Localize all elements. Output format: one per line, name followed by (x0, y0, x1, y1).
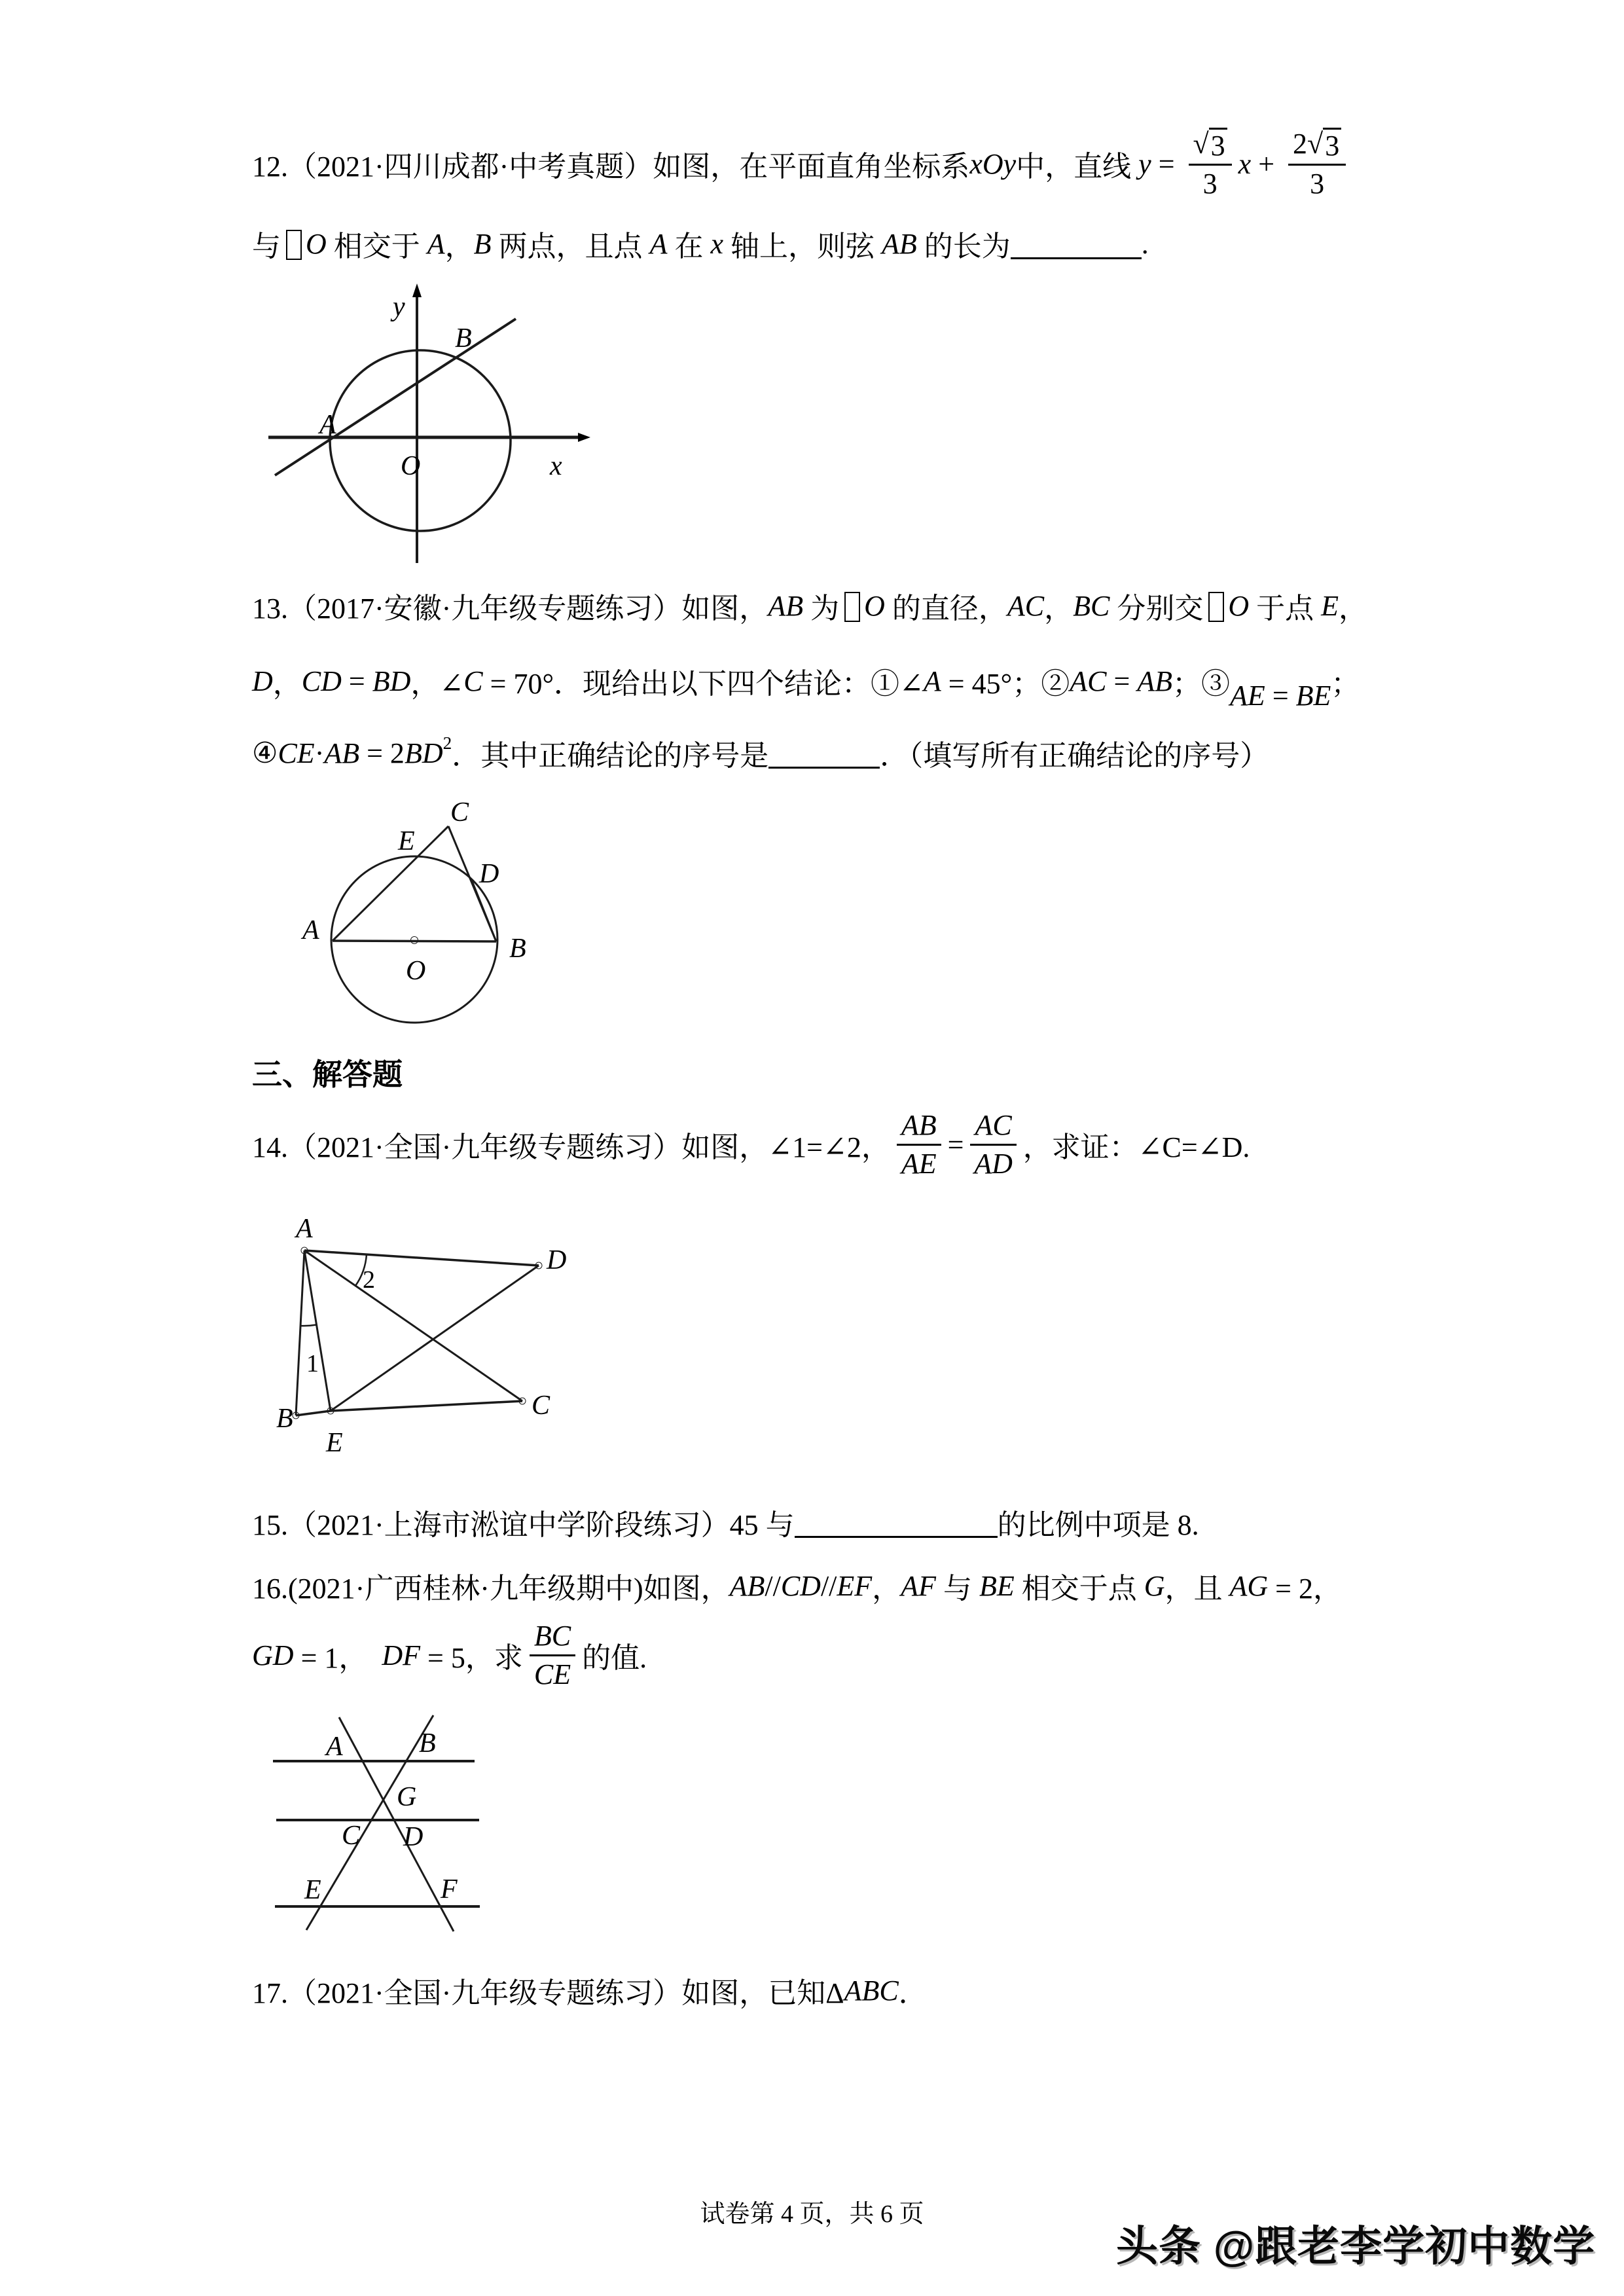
label-O: O (406, 956, 426, 986)
problem-13-text-line-2: D ， CD = BD ，∠ C = 70°．现给出以下四个结论：①∠ A = 45°；② AC = AB ；③ AE = BE ； (252, 665, 1360, 712)
label-C: C (532, 1391, 550, 1421)
label-D: D (547, 1245, 566, 1275)
label-C: C (450, 797, 469, 828)
label-G: G (397, 1782, 417, 1812)
watermark-label: 头条 @跟老李学初中数学 (1116, 2223, 1596, 2270)
label-E: E (326, 1428, 343, 1458)
label-D: D (479, 859, 499, 889)
label-A: A (326, 1732, 343, 1762)
label-x: x (550, 451, 562, 481)
label-y: y (393, 292, 405, 322)
figure-13-circle-triangle (288, 792, 543, 1041)
label-B: B (276, 1404, 293, 1434)
y-axis-arrow (412, 283, 422, 297)
angle-1-arc (300, 1325, 317, 1326)
label-O: O (401, 451, 421, 481)
line-AE (304, 1250, 331, 1411)
label-angle-1: 1 (306, 1350, 319, 1377)
label-B: B (455, 323, 472, 354)
line-AD (304, 1250, 539, 1266)
figure-14-triangles (275, 1208, 566, 1478)
problem-15-text-line-1: 15.（2021·上海市淞谊中学阶段练习）45 与 的比例中项是 8. (252, 1503, 1199, 1542)
problem-13-text-line-1: 13.（2017·安徽·九年级专题练习）如图， AB 为 O 的直径， AC ， BC 分别交 O 于点 E ， (252, 589, 1367, 625)
line-ED (331, 1266, 539, 1411)
problem-17-text-line-1: 17.（2021·全国·九年级专题练习）如图，已知Δ ABC ． (252, 1974, 928, 2009)
figure-16-parallel-lines (268, 1709, 504, 1941)
problem-12-text-line-2: 与 O 相交于 A ， B 两点，且点 A 在 x 轴上，则弦 AB 的长为 . (252, 227, 1149, 263)
problem-16-text-line-2: GD = 1， DF = 5，求 $\frac{BC}{CE}$ 的值. (252, 1620, 647, 1690)
line-EC (331, 1401, 522, 1411)
problem-13-text-line-3: ④ CE · AB = 2 BD 2 ．其中正确结论的序号是 ．（填写所有正确结论的序号） (252, 733, 1269, 772)
line-AB (275, 319, 516, 475)
figure-12-circle-coordinate-system (255, 282, 599, 566)
line-AB (296, 1250, 304, 1415)
label-A: A (296, 1214, 313, 1244)
section-header-jiedati (252, 1053, 403, 1092)
label-A: A (302, 915, 319, 945)
watermark-text (1116, 2213, 1595, 2273)
label-A: A (319, 410, 336, 440)
circle-O (330, 350, 511, 531)
line-AC (333, 826, 448, 941)
label-E: E (398, 826, 415, 856)
label-angle-2: 2 (363, 1266, 375, 1294)
section-title: 三、解答题 (252, 1058, 403, 1091)
label-B: B (419, 1728, 436, 1758)
line-BE (296, 1411, 331, 1415)
x-axis-arrow (578, 433, 590, 442)
label-B: B (509, 934, 526, 964)
label-D: D (403, 1822, 424, 1852)
problem-16-text-line-1: 16.(2021·广西桂林·九年级期中)如图， AB // CD // EF ， AF 与 BE 相交于点 G ，且 AG = 2， (252, 1569, 1342, 1605)
page-number-text: 试卷第 4 页，共 6 页 (700, 2200, 924, 2228)
problem-14-text-line-1: 14.（2021·全国·九年级专题练习）如图，∠1=∠2， $\frac{AB}{AE}$ = $\frac{AC}{AD}$ ，求证：∠C=∠D. (252, 1109, 1250, 1180)
label-C: C (342, 1821, 361, 1851)
line-AC (304, 1250, 522, 1401)
problem-12-text-line-1: 12.（2021·四川成都·中考真题）如图，在平面直角坐标系 xOy 中，直线 y = √ 3 3 x + 2 √ 3 3 (252, 128, 1352, 200)
label-E: E (304, 1875, 321, 1905)
label-F: F (441, 1874, 458, 1904)
